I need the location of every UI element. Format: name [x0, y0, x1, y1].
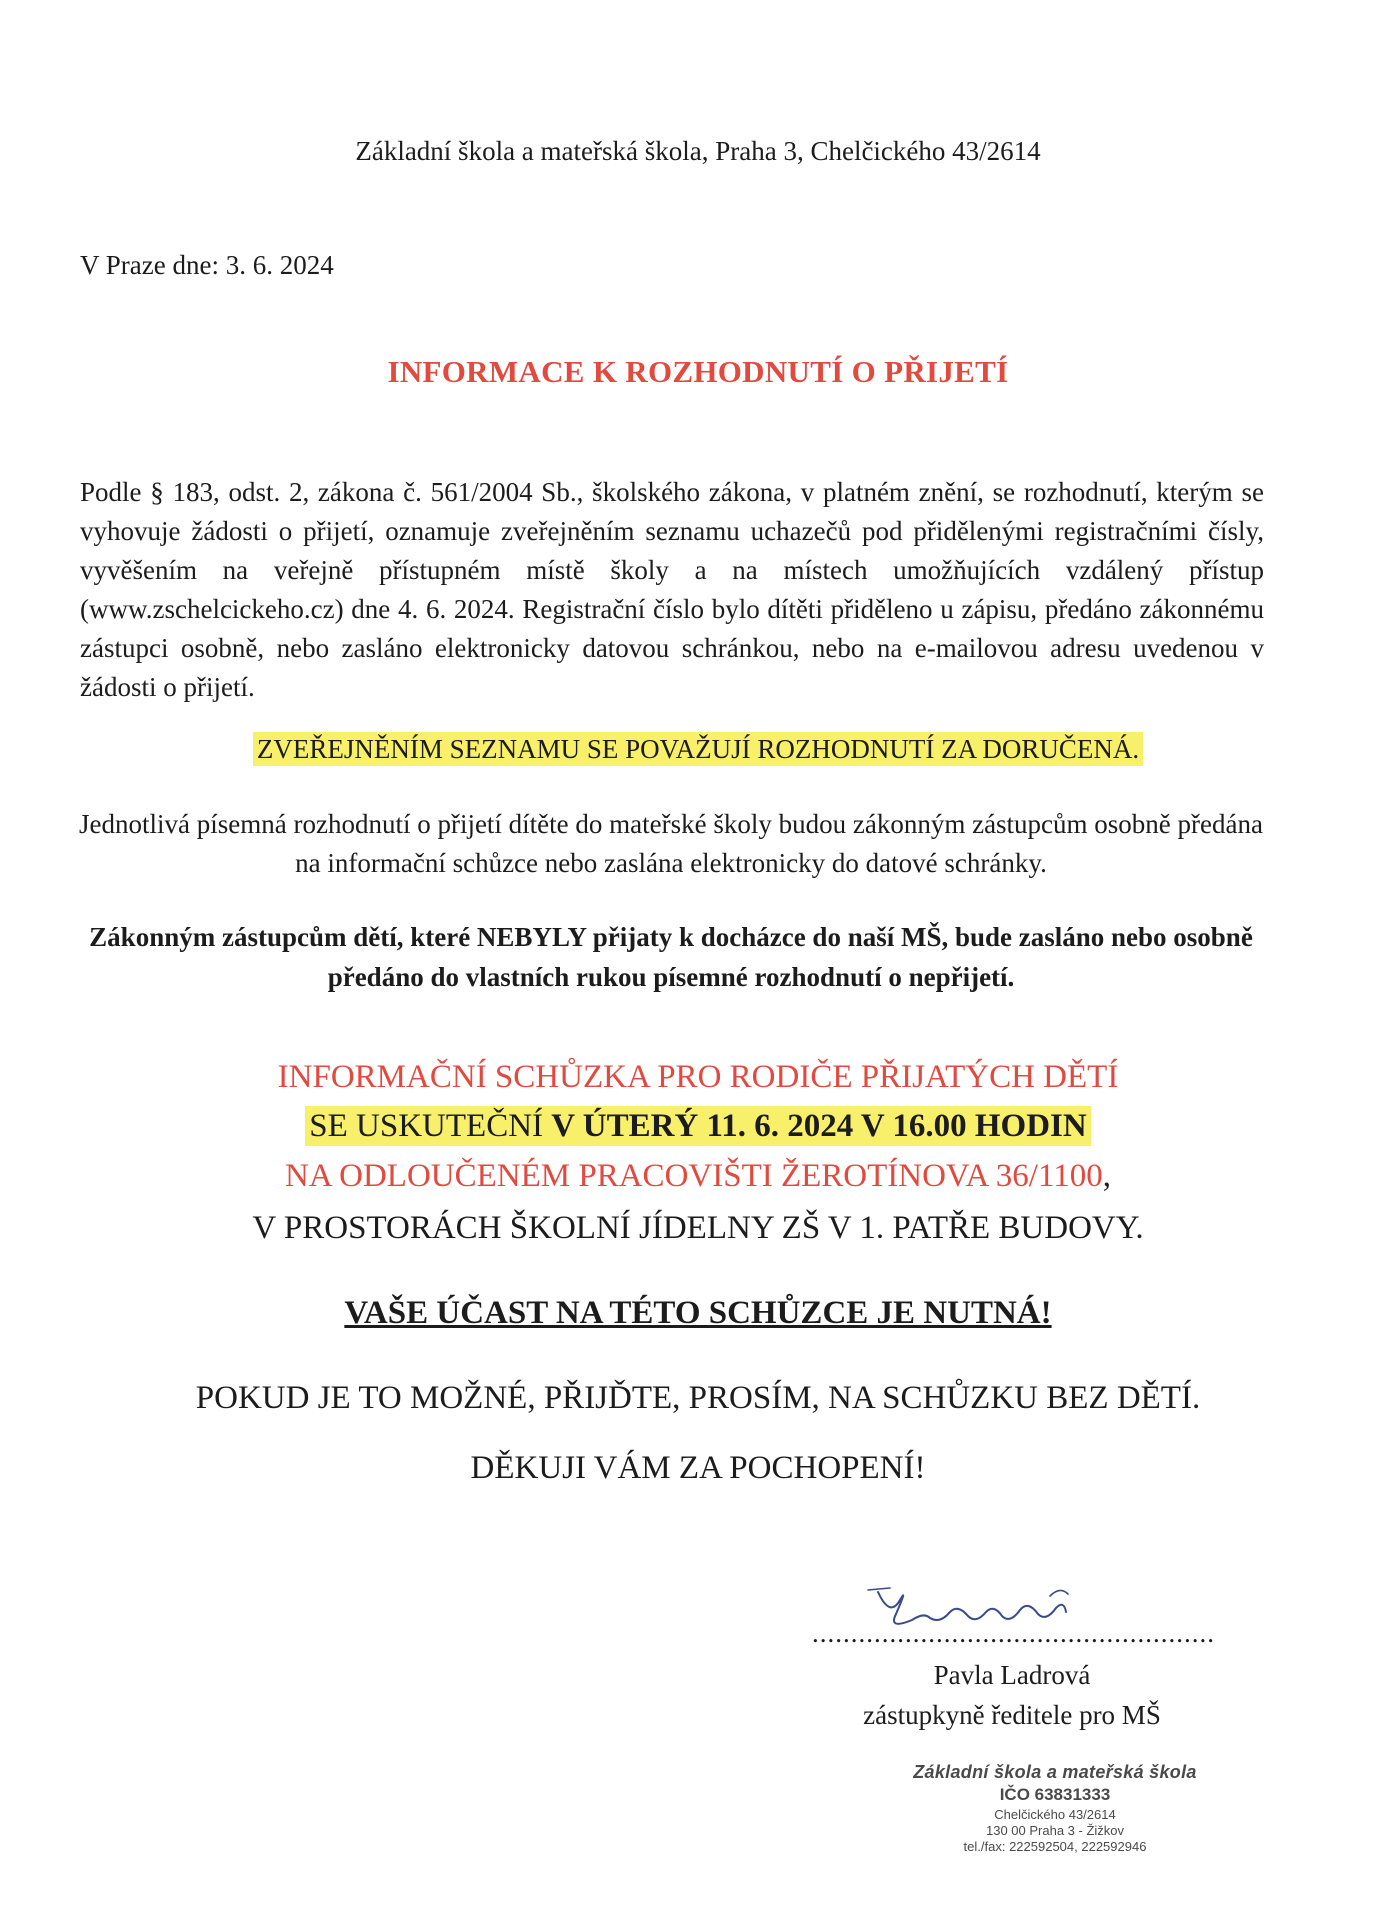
highlighted-text: ZVEŘEJNĚNÍM SEZNAMU SE POVAŽUJÍ ROZHODNUTÍ ZA DORUČENÁ.: [253, 732, 1143, 766]
stamp-phone: tel./fax: 222592504, 222592946: [963, 1839, 1147, 1854]
meeting-location-comma: ,: [1102, 1158, 1111, 1194]
meeting-location-text: NA ODLOUČENÉM PRACOVIŠTI ŽEROTÍNOVA 36/1100: [285, 1158, 1103, 1194]
signatory-name: Pavla Ladrová: [933, 1660, 1091, 1690]
legal-notice-paragraph: Podle § 183, odst. 2, zákona č. 561/2004 Sb., školského zákona, v platném znění, se rozhodnutí, kterým se vyhovuje žádosti o přijetí, oznamuje zveřejněním seznamu uchazečů pod přidělenými registračními čísly, vyvěšením na veřejně přístupném místě školy a na místech umožňujících vzdálený přístup (www.zschelcickeho.cz) dne 4. 6. 2024. Registrační číslo bylo dítěti přiděleno u zápisu, předáno zákonnému zástupci osobně, nebo zasláno elektronicky datovou schránkou, nebo na e-mailovou adresu uvedenou v žádosti o přijetí.: [80, 477, 1264, 702]
document-title: INFORMACE K ROZHODNUTÍ O PŘIJETÍ: [387, 354, 1009, 389]
meeting-datetime: V ÚTERÝ 11. 6. 2024 V 16.00 HODIN: [551, 1108, 1087, 1144]
stamp-city: 130 00 Praha 3 - Žižkov: [985, 1823, 1125, 1838]
meeting-date-prefix: SE USKUTEČNÍ: [309, 1108, 552, 1144]
school-header: Základní škola a mateřská škola, Praha 3, Chelčického 43/2614: [355, 136, 1041, 166]
meeting-venue: V PROSTORÁCH ŠKOLNÍ JÍDELNY ZŠ V 1. PATŘE BUDOVY.: [252, 1210, 1144, 1246]
highlight-notice: [0, 734, 1396, 765]
official-stamp: [880, 1762, 1230, 1854]
attendance-required: VAŠE ÚČAST NA TÉTO SCHŮZCE JE NUTNÁ!: [344, 1295, 1052, 1331]
date-line: V Praze dne: 3. 6. 2024: [80, 250, 334, 280]
stamp-ico: IČO 63831333: [999, 1785, 1111, 1804]
meeting-date-line: [0, 1108, 1396, 1145]
decision-delivery-paragraph: Jednotlivá písemná rozhodnutí o přijetí dítěte do mateřské školy budou zákonným zástupcům osobně předána na informační schůzce nebo zaslána elektronicky do datové schránky.: [79, 809, 1263, 878]
stamp-school-name: Základní škola a mateřská škola: [913, 1762, 1197, 1782]
meeting-date-highlight: [305, 1106, 1090, 1146]
meeting-heading: INFORMAČNÍ SCHŮZKA PRO RODIČE PŘIJATÝCH DĚTÍ: [277, 1059, 1119, 1095]
signature-line: ....................................................: [812, 1618, 1215, 1648]
rejection-notice-paragraph: Zákonným zástupcům dětí, které NEBYLY přijaty k docházce do naší MŠ, bude zasláno nebo osobně předáno do vlastních rukou písemné rozhodnutí o nepřijetí.: [89, 922, 1253, 992]
thanks-line: DĚKUJI VÁM ZA POCHOPENÍ!: [470, 1450, 926, 1486]
no-children-request: POKUD JE TO MOŽNÉ, PŘIJĎTE, PROSÍM, NA SCHŮZKU BEZ DĚTÍ.: [195, 1380, 1201, 1416]
stamp-street: Chelčického 43/2614: [994, 1807, 1116, 1822]
meeting-location: [0, 1158, 1396, 1195]
signatory-role: zástupkyně ředitele pro MŠ: [863, 1700, 1161, 1730]
